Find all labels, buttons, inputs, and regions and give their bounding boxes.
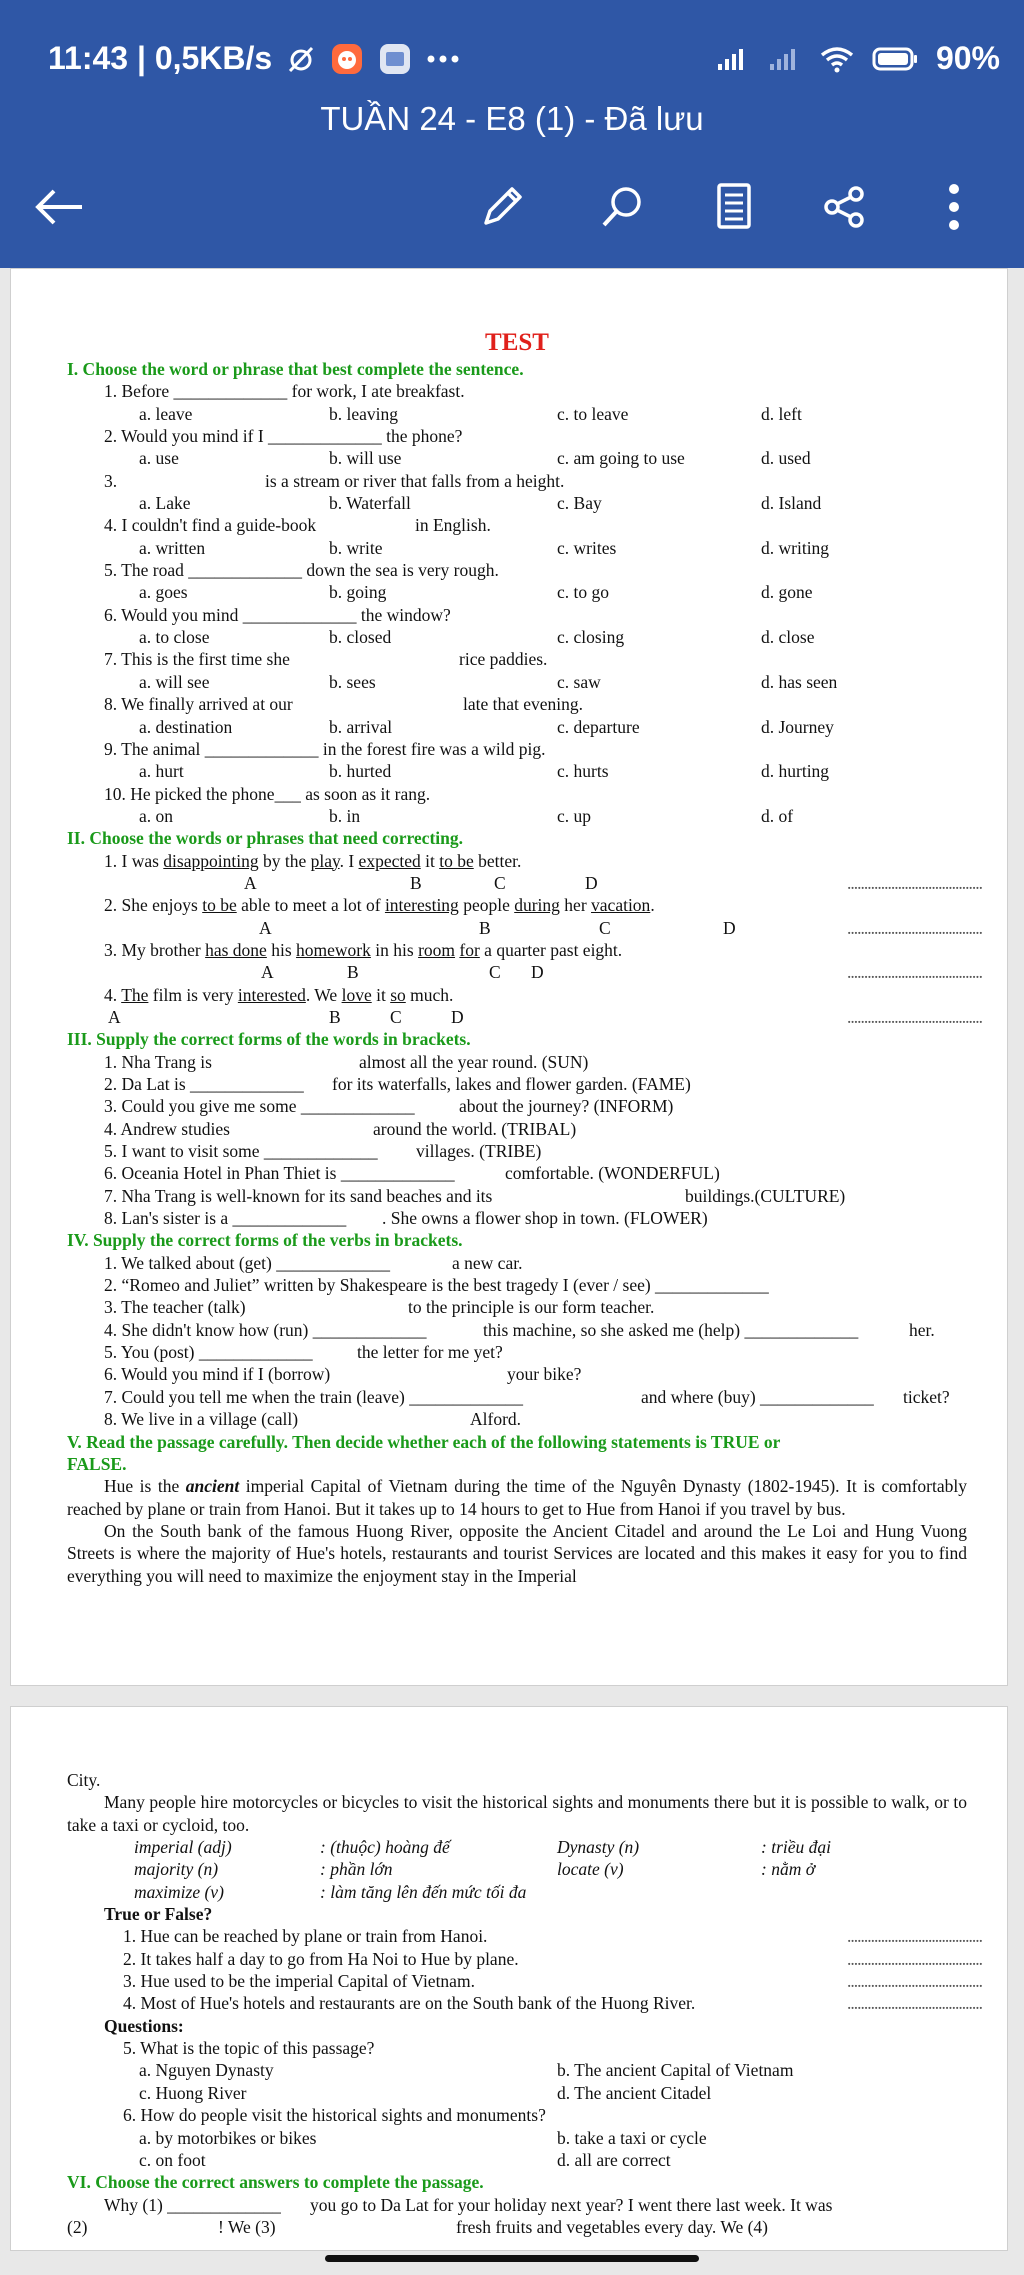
passage-continuation: City. xyxy=(67,1770,101,1790)
option-c: c. Bay xyxy=(557,493,602,514)
option-a: a. to close xyxy=(139,627,210,648)
letter-row-3 xyxy=(67,961,982,983)
vocab-row xyxy=(67,1858,967,1880)
option-a: a. hurt xyxy=(139,761,184,782)
prompt-end: ticket? xyxy=(903,1386,950,1407)
question-7 xyxy=(67,648,967,670)
text: her xyxy=(559,895,592,916)
letter-d: D xyxy=(531,962,544,983)
document-content xyxy=(67,1769,982,2238)
options xyxy=(67,2059,967,2081)
back-button[interactable] xyxy=(28,175,92,239)
underlined-b: interesting xyxy=(384,895,459,916)
error-question-4 xyxy=(67,984,967,1006)
question-stem: 1. Before _____________ for work, I ate breakfast. xyxy=(104,381,465,402)
question-stem: 2. Would you mind if I _____________ the phone? xyxy=(104,426,463,447)
letter-c: C xyxy=(489,962,501,983)
option-a: a. leave xyxy=(139,403,193,424)
prompt-end: the letter for me yet? xyxy=(357,1342,503,1363)
document-page-2 xyxy=(10,1706,1008,2251)
tf-statement-2 xyxy=(67,1948,982,1970)
option-c: c. on foot xyxy=(139,2149,206,2170)
answer-line: ........................................ xyxy=(847,917,982,938)
underlined-a: The xyxy=(121,984,149,1005)
verb-form-3 xyxy=(67,1296,967,1318)
verb-form-6 xyxy=(67,1363,967,1385)
pencil-icon xyxy=(478,183,526,231)
prompt: 4. She didn't know how (run) _____________ xyxy=(104,1319,427,1340)
option-d: d. The ancient Citadel xyxy=(557,2082,712,2103)
question-stem: 5. What is the topic of this passage? xyxy=(123,2038,375,2059)
statement: 2. It takes half a day to go from Ha Noi to Hue by plane. xyxy=(123,1948,519,1969)
section-heading: II. Choose the words or phrases that need correcting. xyxy=(67,828,463,849)
option-b: b. going xyxy=(329,582,387,603)
section-heading-cont: FALSE. xyxy=(67,1453,127,1474)
text: imperial Capital of Vietnam during the time of the Nguyên Dynasty (1802-1945). It is comfortably reached by plane or train from Hanoi. But it takes up to 14 hours to get to Hue from Hanoi if you travel by bus. xyxy=(67,1476,967,1519)
back-arrow-icon xyxy=(34,187,86,227)
text: (2) xyxy=(67,2216,88,2237)
vocab-word: imperial (adj) xyxy=(134,1837,232,1858)
text: his xyxy=(266,939,297,960)
vocab-meaning: : triều đại xyxy=(761,1837,831,1858)
prompt-end: her. xyxy=(909,1319,935,1340)
sentence xyxy=(104,984,453,1006)
sentence xyxy=(104,939,622,961)
text: it xyxy=(371,984,391,1005)
option-b: b. Waterfall xyxy=(329,493,411,514)
prompt-mid: and where (buy) _____________ xyxy=(641,1386,874,1407)
vocab-meaning: : nằm ở xyxy=(761,1859,816,1880)
text: it xyxy=(420,850,440,871)
question-6-passage xyxy=(67,2104,967,2126)
underlined-b: interested xyxy=(237,984,306,1005)
option-a: a. Lake xyxy=(139,493,191,514)
option-d: d. of xyxy=(761,805,794,826)
prompt: 2. Da Lat is _____________ xyxy=(104,1074,304,1094)
prompt: 6. Would you mind if I (borrow) xyxy=(104,1364,331,1385)
option-b: b. The ancient Capital of Vietnam xyxy=(557,2060,794,2081)
answer-line: ........................................ xyxy=(847,1971,982,1992)
more-notifications-icon xyxy=(426,54,460,64)
text: 2. She enjoys xyxy=(104,895,203,916)
option-a: a. Nguyen Dynasty xyxy=(139,2060,274,2081)
answer-line: ........................................ xyxy=(847,962,982,983)
underlined-a: disappointing xyxy=(163,850,259,871)
status-time: 11:43 | 0,5KB/s xyxy=(48,40,273,76)
document-title: TUẦN 24 - E8 (1) - Đã lưu xyxy=(320,100,704,137)
verb-form-5 xyxy=(67,1341,967,1363)
letter-a: A xyxy=(261,962,274,983)
answer-line: ........................................ xyxy=(847,872,982,893)
passage-paragraph-3: Many people hire motorcycles or bicycles to visit the historical sights and monuments there but it is possible to walk, or to take a taxi or cycloid, too. xyxy=(67,1792,967,1835)
reading-mode-button[interactable] xyxy=(702,175,766,239)
prompt: 1. We talked about (get) _____________ xyxy=(104,1252,390,1273)
prompt: 7. Nha Trang is well-known for its sand beaches and its xyxy=(104,1185,493,1206)
letter-d: D xyxy=(723,917,736,938)
label: Questions: xyxy=(104,2015,184,2036)
text: much. xyxy=(405,984,454,1005)
prompt-mid: this machine, so she asked me (help) _____________ xyxy=(483,1319,859,1340)
prompt: 8. We live in a village (call) xyxy=(104,1409,299,1430)
option-d: d. used xyxy=(761,448,811,469)
letter-a: A xyxy=(244,872,257,893)
option-d: d. all are correct xyxy=(557,2149,671,2170)
option-c: c. to leave xyxy=(557,403,629,424)
option-c: c. to go xyxy=(557,582,610,603)
option-b: b. leaving xyxy=(329,403,399,424)
option-b: b. take a taxi or cycle xyxy=(557,2127,707,2148)
prompt: 4. Andrew studies xyxy=(104,1118,230,1139)
question-stem: 5. The road _____________ down the sea is very rough. xyxy=(104,560,499,581)
option-c: c. up xyxy=(557,805,592,826)
statement: 3. Hue used to be the imperial Capital of Vietnam. xyxy=(123,1971,475,1992)
alarm-off-icon xyxy=(286,44,316,74)
text: a quarter past eight. xyxy=(479,939,623,960)
error-question-1 xyxy=(67,850,967,872)
word-form-7 xyxy=(67,1185,967,1207)
question-stem: 6. Would you mind _____________ the window? xyxy=(104,604,451,625)
option-a: a. written xyxy=(139,537,206,558)
word-form-2 xyxy=(67,1073,967,1095)
options-4 xyxy=(67,537,967,559)
question-5 xyxy=(67,559,967,581)
app-notification-icon xyxy=(330,42,364,76)
section-heading: V. Read the passage carefully. Then decide whether each of the following statements is TRUE or xyxy=(67,1431,781,1452)
question-stem: 9. The animal _____________ in the forest fire was a wild pig. xyxy=(104,738,546,759)
text: able to meet a lot of xyxy=(236,895,385,916)
prompt-end: comfortable. (WONDERFUL) xyxy=(505,1163,720,1184)
verb-form-1 xyxy=(67,1252,967,1274)
prompt-end: your bike? xyxy=(507,1364,582,1385)
prompt: 5. You (post) _____________ xyxy=(104,1342,313,1363)
vocab-row xyxy=(67,1836,967,1858)
prompt-end: Alford. xyxy=(470,1409,522,1430)
wifi-icon xyxy=(820,45,854,73)
share-button[interactable] xyxy=(812,175,876,239)
word-form-8 xyxy=(67,1207,967,1229)
option-c: c. departure xyxy=(557,716,640,737)
word-form-3 xyxy=(67,1095,967,1117)
cloze-line-1 xyxy=(67,2194,967,2216)
text: . xyxy=(650,895,655,916)
letter-c: C xyxy=(494,872,506,893)
more-vertical-icon xyxy=(946,182,962,232)
document-content xyxy=(67,328,982,1587)
option-b: b. in xyxy=(329,805,361,826)
prompt-end: villages. (TRIBE) xyxy=(416,1141,542,1162)
options-9 xyxy=(67,760,967,782)
options xyxy=(67,2127,967,2149)
statement: 4. Most of Hue's hotels and restaurants are on the South bank of the Huong River. xyxy=(123,1993,696,2014)
option-c: c. hurts xyxy=(557,761,609,782)
text: 3. My brother xyxy=(104,939,206,960)
tf-statement-4 xyxy=(67,1992,982,2014)
letter-row-1 xyxy=(67,872,982,894)
prompt-end: about the journey? (INFORM) xyxy=(459,1096,674,1117)
underlined-d: for xyxy=(459,939,480,960)
option-a: a. on xyxy=(139,805,174,826)
option-d: d. close xyxy=(761,627,815,648)
letter-b: B xyxy=(329,1006,341,1027)
option-b: b. sees xyxy=(329,671,376,692)
document-app-icon xyxy=(378,42,412,76)
toolbar xyxy=(0,175,1024,245)
question-stem: 6. How do people visit the historical sights and monuments? xyxy=(123,2105,546,2126)
letter-a: A xyxy=(108,1006,121,1027)
passage-paragraph-2: On the South bank of the famous Huong River, opposite the Ancient Citadel and around the Le Loi and Hung Vuong Streets is where the majority of Hue's hotels, restaurants and tourist Services are located and this makes it easy for you to find everything you will need to maximize the enjoyment stay in the Imperial xyxy=(67,1520,967,1586)
prompt: 1. Nha Trang is xyxy=(104,1051,212,1072)
document-view-icon xyxy=(714,182,754,232)
letter-b: B xyxy=(347,962,359,983)
underlined-d: so xyxy=(390,984,406,1005)
option-d: d. gone xyxy=(761,582,813,603)
search-icon xyxy=(598,183,646,231)
prompt: 3. The teacher (talk) xyxy=(104,1297,246,1318)
underlined-d: to be xyxy=(439,850,474,871)
question-stem-2: in English. xyxy=(415,515,491,536)
options-1 xyxy=(67,403,967,425)
question-stem: 8. We finally arrived at our xyxy=(104,694,293,715)
vocab-word: locate (v) xyxy=(557,1859,624,1880)
question-stem-2: is a stream or river that falls from a height. xyxy=(265,470,565,491)
letter-row-2 xyxy=(67,917,982,939)
tf-statement-1 xyxy=(67,1925,982,1947)
option-b: b. will use xyxy=(329,448,402,469)
error-question-3 xyxy=(67,939,967,961)
option-d: d. hurting xyxy=(761,761,830,782)
word-form-6 xyxy=(67,1162,967,1184)
section-heading: IV. Supply the correct forms of the verbs in brackets. xyxy=(67,1230,463,1251)
status-bar xyxy=(0,40,1024,84)
option-c: c. saw xyxy=(557,671,601,692)
true-false-label xyxy=(67,1903,967,1925)
option-a: a. will see xyxy=(139,671,210,692)
prompt-end: almost all the year round. (SUN) xyxy=(359,1051,589,1072)
options xyxy=(67,2149,967,2171)
letter-c: C xyxy=(390,1006,402,1027)
underlined-c: love xyxy=(341,984,372,1005)
sentence xyxy=(104,894,655,916)
option-b: b. hurted xyxy=(329,761,392,782)
prompt: 2. “Romeo and Juliet” written by Shakespeare is the best tragedy I (ever / see) _____________ xyxy=(104,1275,769,1296)
answer-line: ........................................ xyxy=(847,1948,982,1969)
question-2 xyxy=(67,425,967,447)
vocab-meaning: : (thuộc) hoàng đế xyxy=(320,1837,450,1858)
option-c: c. am going to use xyxy=(557,448,685,469)
question-1 xyxy=(67,380,967,402)
prompt: 8. Lan's sister is a _____________ xyxy=(104,1208,347,1229)
verb-form-8 xyxy=(67,1408,967,1430)
question-6 xyxy=(67,604,967,626)
prompt-end: . She owns a flower shop in town. (FLOWER) xyxy=(382,1208,708,1229)
prompt-end: around the world. (TRIBAL) xyxy=(373,1118,577,1139)
option-d: d. Journey xyxy=(761,716,834,737)
letter-d: D xyxy=(451,1006,464,1027)
verb-form-7 xyxy=(67,1386,967,1408)
question-stem: 3. xyxy=(104,470,118,491)
option-b: b. arrival xyxy=(329,716,393,737)
word-form-5 xyxy=(67,1140,967,1162)
text: . We xyxy=(305,984,342,1005)
prompt-end: buildings.(CULTURE) xyxy=(685,1185,846,1206)
question-stem: 4. I couldn't find a guide-book xyxy=(104,515,317,536)
statement: 1. Hue can be reached by plane or train from Hanoi. xyxy=(123,1926,488,1947)
options-3 xyxy=(67,492,967,514)
letter-c: C xyxy=(599,917,611,938)
option-a: a. use xyxy=(139,448,179,469)
app-bar xyxy=(0,0,1024,268)
vocab-word: Dynasty (n) xyxy=(557,1837,640,1858)
options-6 xyxy=(67,626,967,648)
question-stem: 7. This is the first time she xyxy=(104,649,290,670)
options xyxy=(67,2082,967,2104)
option-d: d. writing xyxy=(761,537,830,558)
vocab-meaning: : làm tăng lên đến mức tối đa xyxy=(320,1881,527,1902)
prompt: 5. I want to visit some _____________ xyxy=(104,1141,378,1162)
option-d: d. has seen xyxy=(761,671,838,692)
text: 4. xyxy=(104,984,122,1005)
question-5-passage xyxy=(67,2037,967,2059)
question-3 xyxy=(67,470,967,492)
text: by the xyxy=(258,850,311,871)
text: film is very xyxy=(148,984,238,1005)
option-c: c. closing xyxy=(557,627,625,648)
letter-a: A xyxy=(259,917,272,938)
options-8 xyxy=(67,716,967,738)
text: Why (1) _____________ xyxy=(104,2194,281,2215)
vocab-row xyxy=(67,1881,967,1903)
passage-paragraph-1 xyxy=(67,1475,967,1520)
prompt-end: to the principle is our form teacher. xyxy=(408,1297,655,1318)
letter-b: B xyxy=(410,872,422,893)
underlined-d: vacation xyxy=(591,895,651,916)
option-a: a. by motorbikes or bikes xyxy=(139,2127,317,2148)
section-heading: III. Supply the correct forms of the words in brackets. xyxy=(67,1029,471,1050)
word-form-4 xyxy=(67,1118,967,1140)
option-b: b. closed xyxy=(329,627,392,648)
underlined-a: to be xyxy=(202,895,237,916)
question-10 xyxy=(67,783,967,805)
text: Hue is the xyxy=(104,1476,186,1497)
prompt-end: a new car. xyxy=(452,1252,523,1273)
options-5 xyxy=(67,581,967,603)
document-page-1 xyxy=(10,268,1008,1686)
share-icon xyxy=(820,183,868,231)
question-8 xyxy=(67,693,967,715)
text: ! We (3) xyxy=(218,2216,276,2237)
answer-line: ........................................ xyxy=(847,1993,982,2014)
prompt-end: for its waterfalls, lakes and flower garden. (FAME) xyxy=(332,1074,691,1094)
option-d: d. Island xyxy=(761,493,822,514)
edit-button[interactable] xyxy=(470,175,534,239)
option-d: d. left xyxy=(761,403,802,424)
prompt: 6. Oceania Hotel in Phan Thiet is _____________ xyxy=(104,1163,455,1184)
emphasis: ancient xyxy=(185,1476,240,1497)
more-options-button[interactable] xyxy=(922,175,986,239)
option-a: a. destination xyxy=(139,716,233,737)
options-10 xyxy=(67,805,967,827)
letter-row-4 xyxy=(67,1006,982,1028)
letter-d: D xyxy=(585,872,598,893)
option-c: c. writes xyxy=(557,537,617,558)
question-9 xyxy=(67,738,967,760)
answer-line: ........................................ xyxy=(847,1926,982,1947)
underlined-c: room xyxy=(418,939,456,960)
vocab-word: maximize (v) xyxy=(134,1881,224,1902)
test-title: TEST xyxy=(485,329,549,356)
label: True or False? xyxy=(104,1904,213,1925)
underlined-a: has done xyxy=(205,939,267,960)
question-stem-2: late that evening. xyxy=(463,694,584,715)
signal-icon xyxy=(716,46,750,72)
text: 1. I was xyxy=(104,850,164,871)
underlined-b: homework xyxy=(296,939,371,960)
options-2 xyxy=(67,447,967,469)
sentence xyxy=(104,850,521,872)
cloze-line-2 xyxy=(67,2216,967,2238)
battery-level: 90% xyxy=(935,40,1000,76)
verb-form-2 xyxy=(67,1274,967,1296)
signal-2-icon xyxy=(768,46,802,72)
option-c: c. Huong River xyxy=(139,2082,247,2103)
option-b: b. write xyxy=(329,537,383,558)
question-stem-2: rice paddies. xyxy=(459,649,548,670)
answer-line: ........................................ xyxy=(847,1006,982,1027)
tf-statement-3 xyxy=(67,1970,982,1992)
text: fresh fruits and vegetables every day. We (4) xyxy=(456,2216,769,2237)
section-heading: VI. Choose the correct answers to complete the passage. xyxy=(67,2172,484,2193)
text: in his xyxy=(370,939,419,960)
question-4 xyxy=(67,514,967,536)
prompt: 7. Could you tell me when the train (leave) _____________ xyxy=(104,1386,523,1407)
options-7 xyxy=(67,671,967,693)
prompt: 3. Could you give me some _____________ xyxy=(104,1096,415,1117)
question-stem: 10. He picked the phone___ as soon as it rang. xyxy=(104,783,431,804)
word-form-1 xyxy=(67,1051,967,1073)
error-question-2 xyxy=(67,894,967,916)
battery-icon xyxy=(872,46,918,72)
text: . I xyxy=(339,850,359,871)
section-heading: I. Choose the word or phrase that best complete the sentence. xyxy=(67,359,524,379)
option-a: a. goes xyxy=(139,582,188,603)
questions-label xyxy=(67,2015,967,2037)
vocab-word: majority (n) xyxy=(134,1859,219,1880)
text: people xyxy=(458,895,515,916)
underlined-b: play xyxy=(310,850,340,871)
verb-form-4 xyxy=(67,1319,967,1341)
text: you go to Da Lat for your holiday next year? I went there last week. It was xyxy=(310,2194,833,2215)
vocab-meaning: : phần lớn xyxy=(320,1859,393,1880)
home-indicator[interactable] xyxy=(325,2255,699,2262)
underlined-c: expected xyxy=(358,850,421,871)
underlined-c: during xyxy=(514,895,560,916)
text: better. xyxy=(473,850,522,871)
search-button[interactable] xyxy=(590,175,654,239)
letter-b: B xyxy=(479,917,491,938)
